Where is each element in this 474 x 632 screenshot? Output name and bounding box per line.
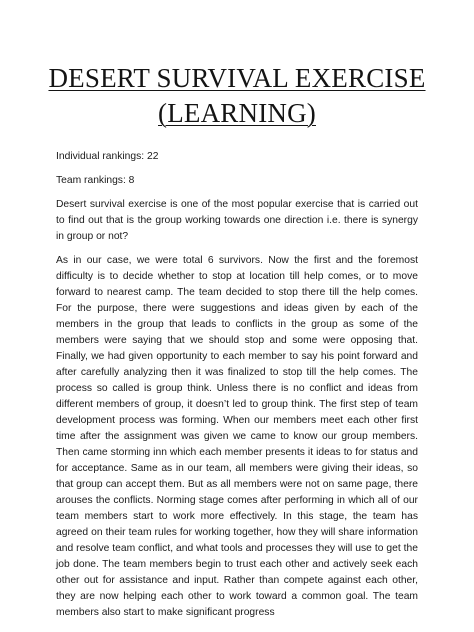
team-rankings: Team rankings: 8 bbox=[56, 175, 135, 186]
document-title-line-2: (LEARNING) bbox=[158, 98, 316, 128]
main-paragraph: As in our case, we were total 6 survivors. Now the first and the foremost difficulty is to decide whether to stop at location till help comes, or to move forward to nearest camp. The team decided to stop there till the help comes. For the purpose, there were suggestions and ideas given by each of the members in the group that leads to conflicts in the group as some of the members were saying that we should stop and some were opposing that. Finally, we had given opportunity to each member to say his point forward and after carefully analyzing then it was finalized to stop till the help comes. The process so called is group think. Unless there is no conflict and ideas from different members of group, it doesn’t led to group think. The first step of team development process was forming. When our members meet each other first time after the assignment was given we came to know our group members. Then came storming inn which each member presents it ideas to for status and for acceptance. Same as in our team, all members were giving their ideas, so that group can accept them. But as all members were not on same page, there arouses the conflicts. Norming stage comes after performing in which all of our team members start to work more effectively. In this stage, the team has agreed on their team rules for working together, how they will share information and resolve team conflict, and what tools and processes they will use to get the job done. The team members begin to trust each other and actively seek each other out for assistance and input. Rather than compete against each other, they are now helping each other to work toward a common goal. The team members also start to make significant progress bbox=[56, 255, 418, 618]
document-title-line-1: DESERT SURVIVAL EXERCISE bbox=[48, 63, 426, 93]
intro-paragraph: Desert survival exercise is one of the most popular exercise that is carried out to find out that is the group working towards one direction i.e. there is synergy in group or not? bbox=[56, 199, 418, 242]
document-body bbox=[56, 149, 418, 621]
individual-rankings: Individual rankings: 22 bbox=[56, 151, 159, 162]
